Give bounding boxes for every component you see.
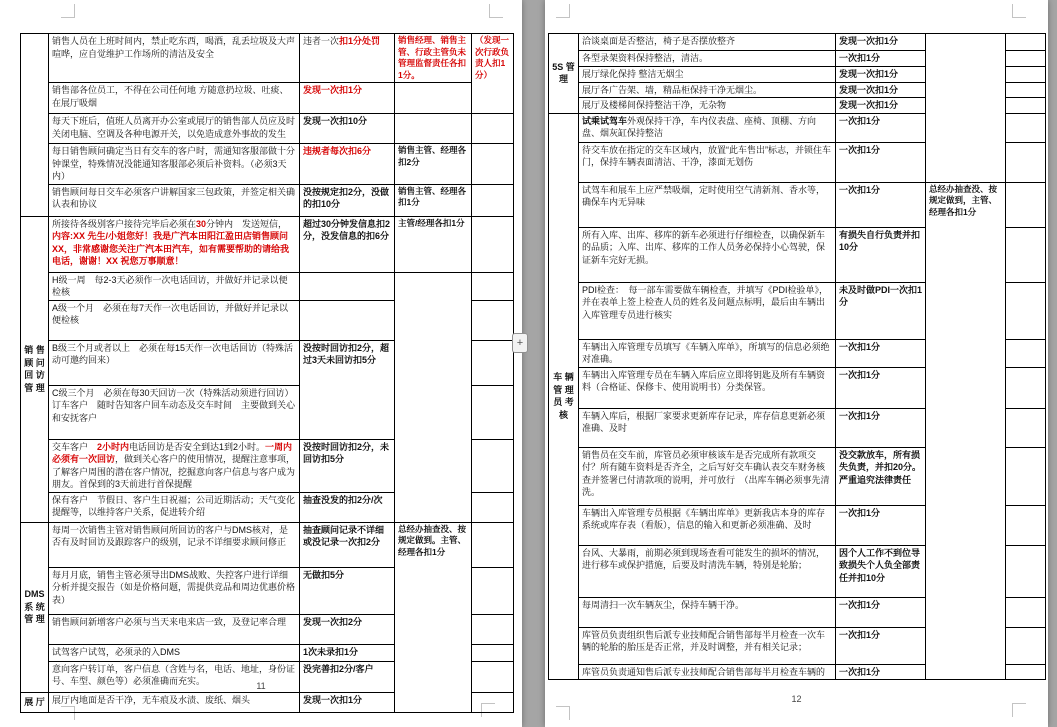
margin-crop-mark: [556, 4, 570, 18]
check-cell: [1006, 113, 1046, 142]
supervisor-cell: 总经办抽查没、按规定做到，主管、经理各扣1分: [926, 182, 1006, 680]
check-cell: [472, 567, 514, 614]
check-cell: [472, 492, 514, 522]
penalty-cell: [300, 300, 395, 340]
penalty-cell: 一次扣1分: [836, 182, 926, 227]
criteria-cell: 车辆出入库管理专员根据《车辆出库单》更新我店本身的库存系统或库存表（看版），信息的输入和更新必须准确、及时: [579, 505, 836, 545]
criteria-cell: 每日销售顾问确定当日有交车的客户时，需通知客服部做十分钟课堂，特殊情况没能通知客服部必须后补资料。（必须3天内）: [49, 144, 300, 185]
criteria-cell: H级一周 每2-3天必须作一次电话回访，并做好并记录以便检核: [49, 272, 300, 300]
section-label: 展 厅: [21, 692, 49, 712]
check-cell: [472, 439, 514, 492]
criteria-cell: 试驾车和展车上应严禁吸烟，定时使用空气清新剂、香水等，确保车内无异味: [579, 182, 836, 227]
supervisor-cell: [395, 83, 472, 114]
criteria-cell: 试乘试驾车外观保持干净，车内仪表盘、座椅、顶棚、方向盘、烟灰缸保持整洁: [579, 113, 836, 142]
supervisor-cell: 销售主管、经理各扣1分: [395, 184, 472, 216]
check-cell: [472, 272, 514, 300]
penalty-cell: 违规者每次扣6分: [300, 144, 395, 185]
check-cell: [1006, 82, 1046, 98]
penalty-cell: 一次扣1分: [836, 505, 926, 545]
supervisor-cell: 销售经理、销售主管、行政主管负未管理监督责任各扣1分。: [395, 34, 472, 83]
supervisor-cell: [395, 272, 472, 522]
page-number: 11: [256, 681, 266, 691]
section-label: 车 辆 管 理 员 考 核: [549, 113, 579, 680]
check-cell: [472, 614, 514, 644]
check-cell: [472, 644, 514, 661]
penalty-cell: 一次扣1分: [836, 408, 926, 447]
penalty-cell: 超过30分钟发信息扣2分，没发信息的扣6分: [300, 216, 395, 272]
criteria-cell: 每月月底，销售主管必须导出DMS战败、失控客户进行详细分析并提交报告（如是价格问题，需提供竞品和周边优惠价格表）: [49, 567, 300, 614]
criteria-cell: 展厅内地面是否干净，无车痕及水渍、废纸、烟头: [49, 692, 300, 712]
supervisor-cell: 主管/经理各扣1分: [395, 216, 472, 272]
page-number: 12: [791, 694, 802, 704]
check-cell: [472, 184, 514, 216]
penalty-cell: 一次扣1分: [836, 339, 926, 367]
supervisor-cell: [395, 114, 472, 144]
check-cell: （发现一次行政负责人扣1分）: [472, 34, 514, 114]
margin-crop-mark: [1012, 4, 1026, 18]
check-cell: [1006, 447, 1046, 505]
document-page-11[interactable]: [0, 0, 522, 727]
check-cell: [1006, 505, 1046, 545]
criteria-cell: B级三个月或者以上 必须在每15天作一次电话回访（特殊活动可邀约回来）: [49, 340, 300, 385]
criteria-cell: 展厅绿化保持 整洁无烟尘: [579, 67, 836, 83]
check-cell: [1006, 227, 1046, 282]
document-page-12[interactable]: [545, 0, 1048, 727]
section-label: 5S 管 理: [549, 34, 579, 114]
margin-crop-mark: [1012, 703, 1026, 717]
penalty-cell: 没按时回访扣2分，超过3天未回访扣5分: [300, 340, 395, 439]
check-cell: [472, 522, 514, 567]
evaluation-table-page-11: [20, 33, 514, 713]
check-cell: [472, 300, 514, 340]
penalty-cell: 一次扣1分: [836, 142, 926, 182]
supervisor-cell: [926, 34, 1006, 183]
margin-crop-mark: [556, 706, 570, 720]
check-cell: [1006, 98, 1046, 114]
check-cell: [1006, 67, 1046, 83]
check-cell: [1006, 408, 1046, 447]
penalty-cell: [300, 272, 395, 300]
check-cell: [1006, 545, 1046, 597]
penalty-cell: 没交款放车，所有损失负责，并扣20分。严重追究法律责任: [836, 447, 926, 505]
penalty-cell: 发现一次扣1分: [836, 82, 926, 98]
criteria-cell: C级三个月 必须在每30天回访一次（特殊活动须进行回访）订车客户 随时告知客户回车动态及交车时间 主要做到关心和安抚客户: [49, 385, 300, 439]
margin-crop-mark: [489, 4, 503, 18]
penalty-cell: 有损失自行负责并扣10分: [836, 227, 926, 282]
criteria-cell: A级一个月 必须在每7天作一次电话回访，并做好并记录以便检核: [49, 300, 300, 340]
penalty-cell: 无做扣5分: [300, 567, 395, 614]
criteria-cell: 每周一次销售主管对销售顾问所回访的客户与DMS核对，是否有及时回访及跟踪客户的级别，记录不详细要求顾问修正: [49, 522, 300, 567]
penalty-cell: 抽查顾问记录不详细或没记录一次扣2分: [300, 522, 395, 567]
criteria-cell: 库管员负责通知售后派专业技师配合销售部每半月检查车辆的: [579, 664, 836, 680]
criteria-cell: 库管员负责组织售后派专业技师配合销售部每半月检查一次车辆的轮胎的胎压是否正常，并及时调整，并有相关记录；: [579, 627, 836, 664]
penalty-cell: 一次扣1分: [836, 367, 926, 408]
penalty-cell: 一次扣1分: [836, 627, 926, 664]
supervisor-cell: 总经办抽查没、按规定做到。主管、经理各扣1分: [395, 522, 472, 712]
check-cell: [1006, 664, 1046, 680]
check-cell: [1006, 142, 1046, 182]
criteria-cell: 销售人员在上班时间内，禁止吃东西，喝酒，乱丢垃圾及大声喧哗，应自觉维护工作场所的清洁及安全: [49, 34, 300, 83]
penalty-cell: 没完善扣2分/客户: [300, 661, 395, 692]
check-cell: [472, 692, 514, 712]
criteria-cell: 各型录架资料保持整洁，清洁。: [579, 51, 836, 67]
criteria-cell: 每周清扫一次车辆灰尘，保持车辆干净。: [579, 597, 836, 627]
check-cell: [472, 340, 514, 385]
criteria-cell: 保有客户 节假日、客户生日祝福；公司近期活动；天气变化提醒等，以维持客户关系，促进转介绍: [49, 492, 300, 522]
margin-crop-mark: [61, 4, 75, 18]
check-cell: [1006, 367, 1046, 408]
plus-handle-button[interactable]: +: [512, 333, 528, 353]
penalty-cell: 因个人工作不到位导致损失个人负全部责任并扣10分: [836, 545, 926, 597]
penalty-cell: 1次未录扣1分: [300, 644, 395, 661]
criteria-cell: 销售员在交车前，库管员必须审核该车是否完成所有款项交付？所有随车资料是否齐全，之后写好交车确认表交车财务核查并签署已付清款项的说明，并可放行 （出库车辆必须事先清洗。: [579, 447, 836, 505]
penalty-cell: 发现一次扣2分: [300, 614, 395, 644]
section-label: [21, 34, 49, 217]
criteria-cell: 台风、大暴雨，前期必须到现场查看可能发生的损坏的情况，进行移车或保护措施，后要及时清洗车辆，特别是轮胎；: [579, 545, 836, 597]
criteria-cell: 每天下班后，值班人员离开办公室或展厅的销售部人员应及时关闭电脑、空调及各种电源开关，以免造成意外事故的发生: [49, 114, 300, 144]
penalty-cell: 发现一次扣1分: [300, 692, 395, 712]
criteria-cell: 所接待各级别客户接待完毕后必须在30分钟内 发送短信，内容:XX 先生/小姐您好！我是广汽本田阳江盈田店销售顾问 XX，非常感谢您关注广汽本田汽车，如有需要帮助的请给我电话，谢谢！XX 祝您万事顺意！: [49, 216, 300, 272]
criteria-cell: PDI检查： 每一部车需要做车辆检查，并填写《PDI检验单》，并在表单上签上检查人员的姓名及问题点标明，最后由车辆出入库管理专员进行核实: [579, 282, 836, 339]
check-cell: [1006, 597, 1046, 627]
penalty-cell: 发现一次扣1分: [300, 83, 395, 114]
penalty-cell: 没按时回访扣2分，未回访扣5分: [300, 439, 395, 492]
section-label: DMS 系 统 管 理: [21, 522, 49, 692]
penalty-cell: 未及时做PDI一次扣1分: [836, 282, 926, 339]
check-cell: [1006, 34, 1046, 51]
check-cell: [472, 114, 514, 144]
section-label: 销 售 顾 问 回 访 管 理: [21, 216, 49, 522]
check-cell: [472, 216, 514, 272]
criteria-cell: 洽谈桌面是否整洁，椅子是否摆放整齐: [579, 34, 836, 51]
penalty-cell: 一次扣1分: [836, 597, 926, 627]
criteria-cell: 销售部各位员工，不得在公司任何地 方随意扔垃圾、吐痰、在展厅吸烟: [49, 83, 300, 114]
check-cell: [1006, 51, 1046, 67]
criteria-cell: 所有入库、出库、移库的新车必须进行仔细检查，以确保新车的品质；入库、出库、移库的工作人员务必保持小心驾驶，保证新车完好无损。: [579, 227, 836, 282]
check-cell: [1006, 627, 1046, 664]
criteria-cell: 意向客户转订单，客户信息（含姓与名，电话、地址，身份证号、车型、颜色等）必须准确而充实。: [49, 661, 300, 692]
check-cell: [472, 144, 514, 185]
criteria-cell: 试驾客户试驾，必须录的入DMS: [49, 644, 300, 661]
criteria-cell: 待交车放在指定的交车区域内，放置“此车售出”标志，并锁住车门，保持车辆表面清洁、干净，漆面无划伤: [579, 142, 836, 182]
check-cell: [1006, 339, 1046, 367]
penalty-cell: 没按规定扣2分，没做的扣10分: [300, 184, 395, 216]
penalty-cell: 抽查没发的扣2分/次: [300, 492, 395, 522]
penalty-cell: 一次扣1分: [836, 51, 926, 67]
check-cell: [472, 385, 514, 439]
criteria-cell: 交车客户 2小时内电话回访是否安全到达1到2小时。一周内必须有一次回访，做到关心客户的使用情况，提醒注意事项，了解客户周围的潜在客户情况，挖掘意向客户信息与客户成为朋友。首保到的3天前进行首保提醒: [49, 439, 300, 492]
penalty-cell: 违者一次扣1分处罚: [300, 34, 395, 83]
criteria-cell: 车辆出入库管理专员填写《车辆入库单》，所填写的信息必须绝对准确。: [579, 339, 836, 367]
supervisor-cell: 销售主管、经理各扣2分: [395, 144, 472, 185]
penalty-cell: 一次扣1分: [836, 664, 926, 680]
penalty-cell: 发现一次扣1分: [836, 67, 926, 83]
check-cell: [1006, 182, 1046, 227]
penalty-cell: 发现一次扣10分: [300, 114, 395, 144]
criteria-cell: 销售顾问新增客户必须与当天来电来店一致，及登记率合理: [49, 614, 300, 644]
criteria-cell: 展厅及楼梯间保持整洁干净，无杂物: [579, 98, 836, 114]
criteria-cell: 销售顾问每日交车必须客户讲解国家三包政策，并签定相关确认表和协议: [49, 184, 300, 216]
penalty-cell: 发现一次扣1分: [836, 34, 926, 51]
penalty-cell: 发现一次扣1分: [836, 98, 926, 114]
criteria-cell: 车辆出入库管理专员在车辆入库后应立即将钥匙及所有车辆资料（合格证、保修卡、使用说明书）分类保管。: [579, 367, 836, 408]
check-cell: [1006, 282, 1046, 339]
criteria-cell: 车辆入库后，根据厂家要求更新库存记录，库存信息更新必须准确、及时: [579, 408, 836, 447]
evaluation-table-page-12: [548, 33, 1046, 680]
criteria-cell: 展厅各广告架、墙，精品柜保持干净无烟尘。: [579, 82, 836, 98]
penalty-cell: 一次扣1分: [836, 113, 926, 142]
